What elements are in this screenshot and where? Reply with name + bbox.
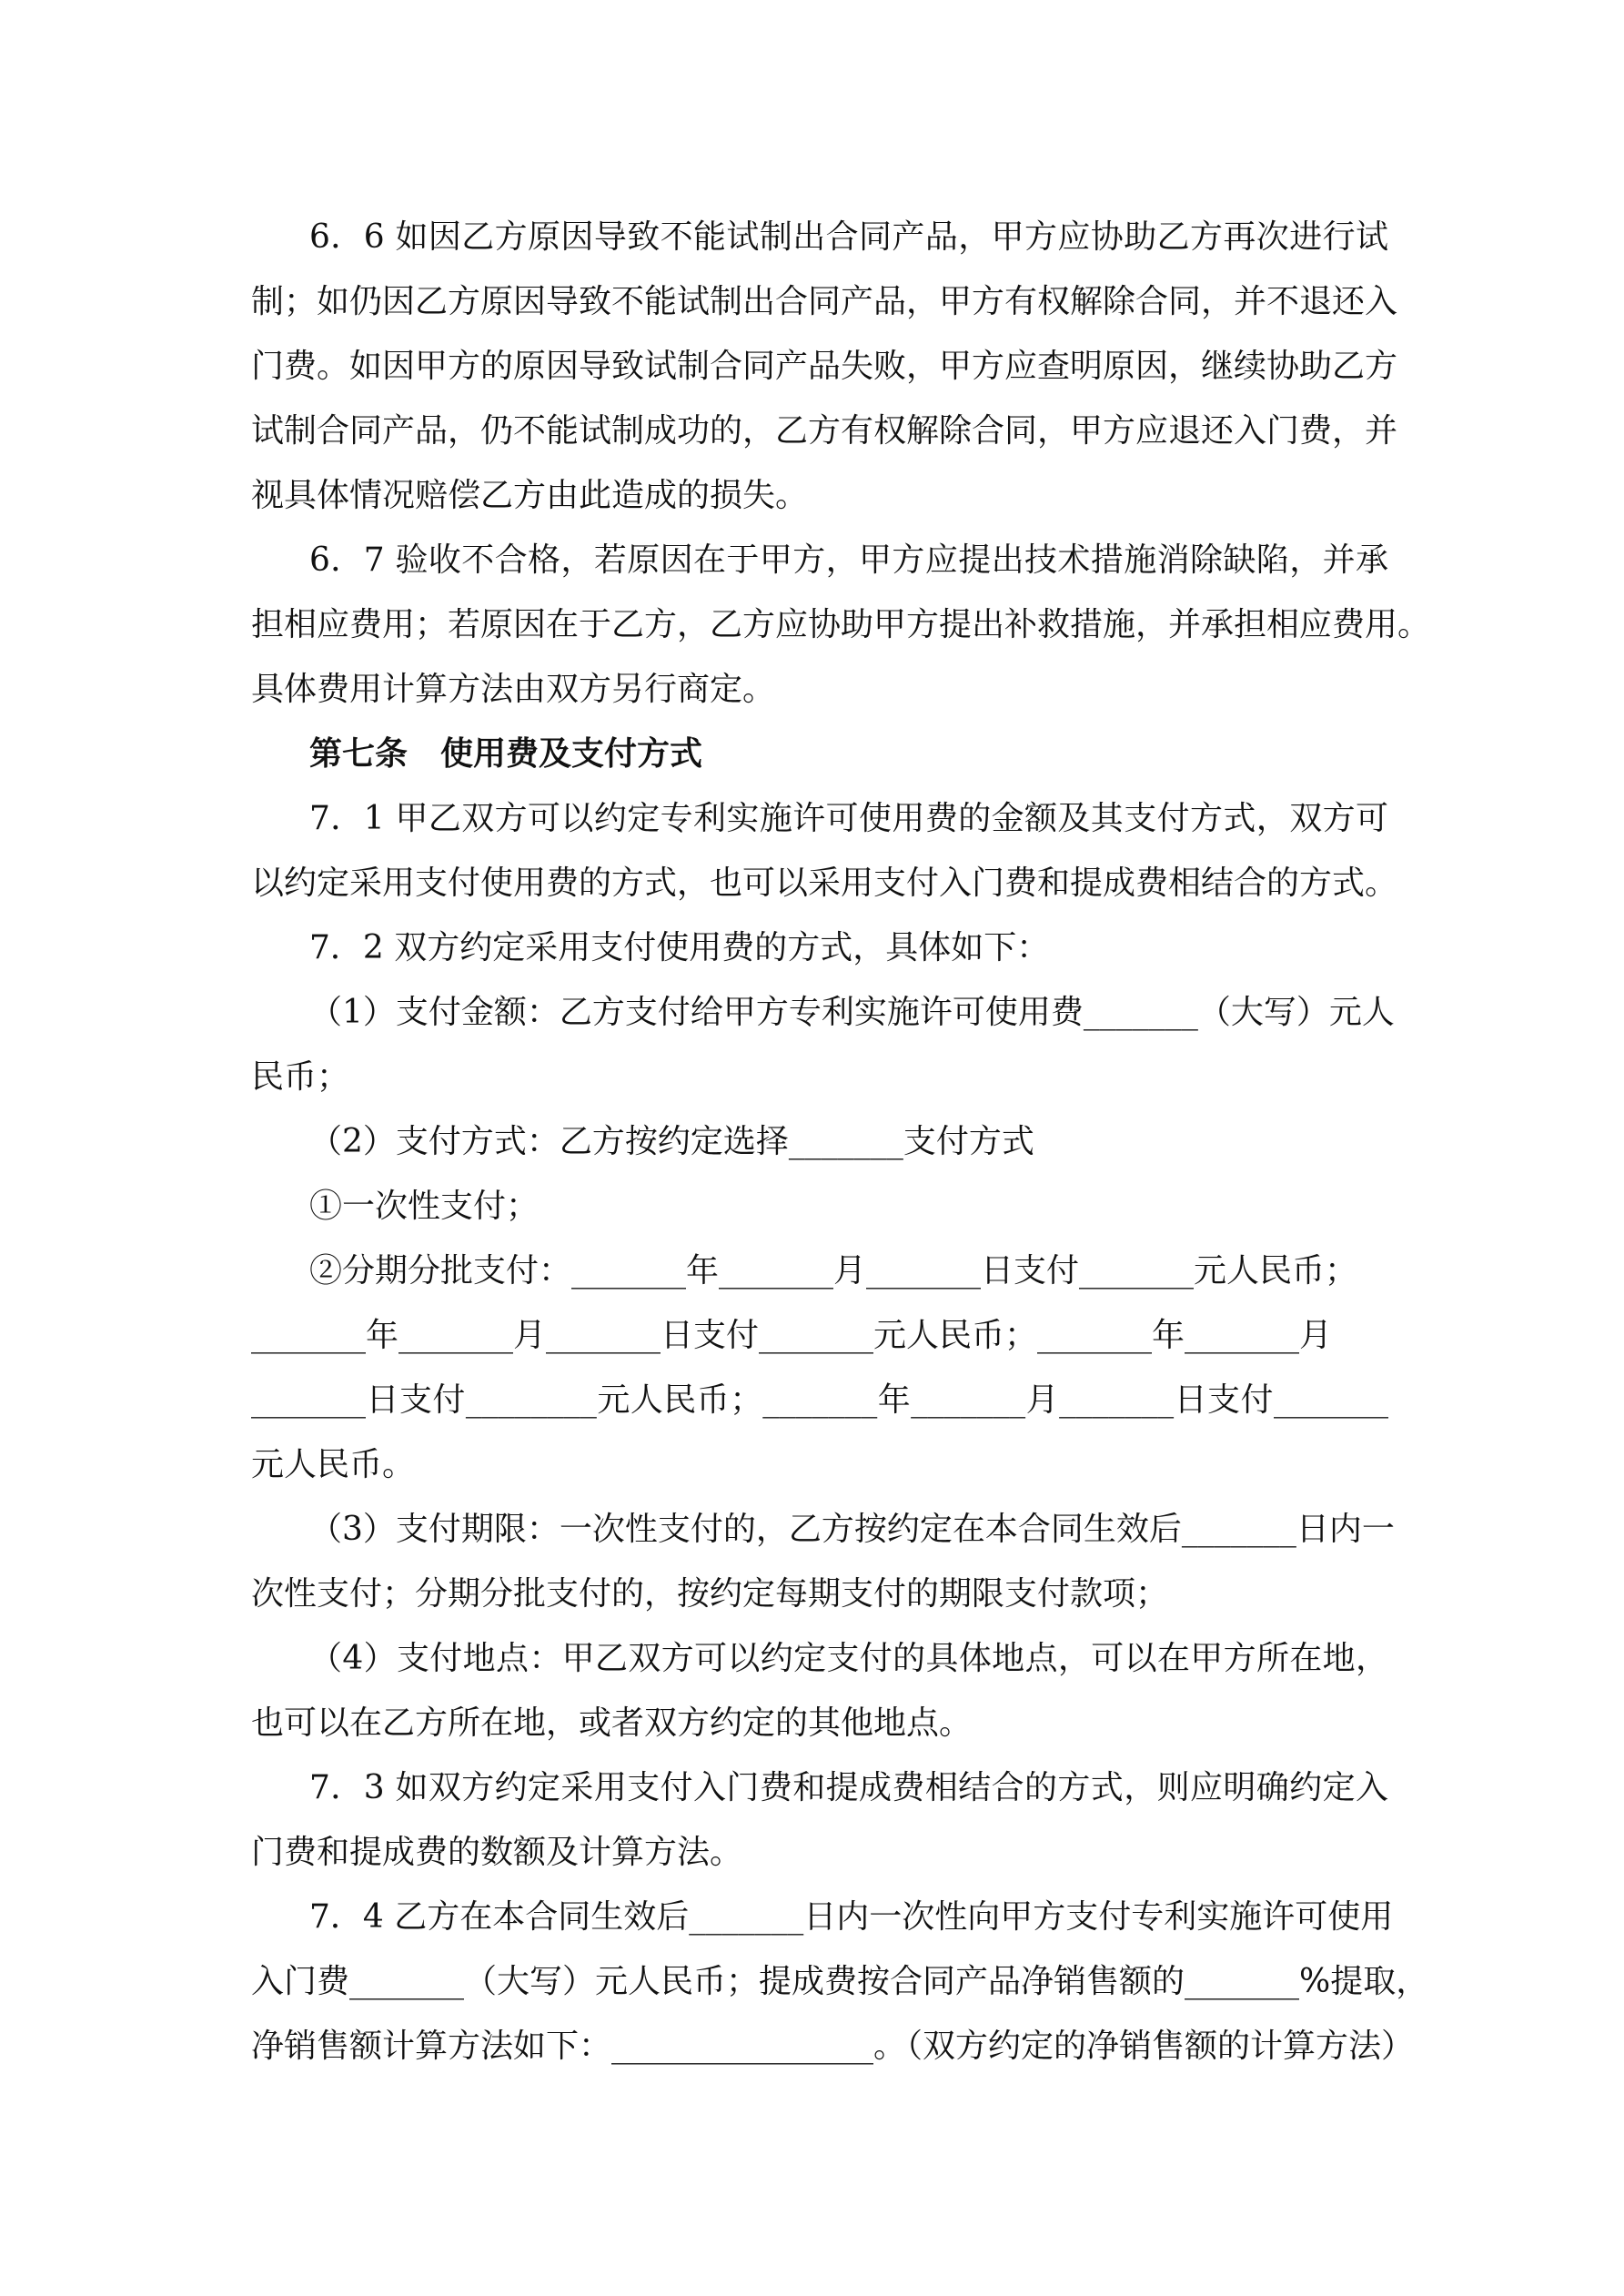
text-line: 门费和提成费的数额及计算方法。 [251,1834,743,1871]
option-lump-sum [251,1174,1388,1239]
text-line: 7．4 乙方在本合同生效后_______日内一次性向甲方支付专利实施许可使用 [309,1898,1394,1936]
text-line: 元人民币。 [251,1446,416,1483]
clause-6-7 [251,528,1431,722]
text-line: （2）支付方式：乙方按约定选择_______支付方式 [309,1123,1034,1160]
text-line: 门费。如因甲方的原因导致试制合同产品失败，甲方应查明原因，继续协助乙方 [251,348,1398,385]
clause-7-1 [251,786,1398,915]
document-page [251,205,1431,2079]
text-line: 6．6 如因乙方原因导致不能试制出合同产品，甲方应协助乙方再次进行试 [309,218,1388,256]
text-line: （4）支付地点：甲乙双方可以约定支付的具体地点，可以在甲方所在地， [309,1640,1388,1677]
text-line: （1）支付金额：乙方支付给甲方专利实施许可使用费_______（大写）元人 [309,994,1395,1031]
clause-7-2 [251,915,1388,980]
text-line: 净销售额计算方法如下：________________。（双方约定的净销售额的计算方法） [251,2028,1415,2065]
text-line: 6．7 验收不合格，若原因在于甲方，甲方应提出技术措施消除缺陷，并承 [309,541,1388,579]
clause-7-3 [251,1755,1388,1885]
article-7-heading [251,722,1388,786]
text-line: _______年_______月_______日支付_______元人民币；_______年_______月 [251,1317,1333,1354]
text-line: 试制合同产品，仍不能试制成功的，乙方有权解除合同，甲方应退还入门费，并 [251,412,1398,450]
text-line: 具体费用计算方法由双方另行商定。 [251,671,776,708]
item-4-place [251,1626,1388,1755]
text-line: _______日支付________元人民币；_______年_______月_______日支付_______ [251,1381,1388,1419]
clause-7-4 [251,1885,1429,2079]
text-line: 7．2 双方约定采用支付使用费的方式，具体如下： [309,929,1050,966]
text-line: 民币； [251,1058,350,1096]
text-line: ①一次性支付； [309,1188,540,1225]
text-line: 7．1 甲乙双方可以约定专利实施许可使用费的金额及其支付方式，双方可 [309,800,1388,837]
clause-6-6 [251,205,1398,528]
text-line: 视具体情况赔偿乙方由此造成的损失。 [251,477,809,514]
text-line: 也可以在乙方所在地，或者双方约定的其他地点。 [251,1704,973,1742]
text-line: 担相应费用；若原因在于乙方，乙方应协助甲方提出补救措施，并承担相应费用。 [251,606,1431,643]
text-line: 次性支付；分期分批支付的，按约定每期支付的期限支付款项； [251,1575,1169,1613]
text-line: 制；如仍因乙方原因导致不能试制出合同产品，甲方有权解除合同，并不退还入 [251,283,1398,320]
text-line: 7．3 如双方约定采用支付入门费和提成费相结合的方式，则应明确约定入 [309,1769,1388,1806]
text-line: 入门费_______（大写）元人民币；提成费按合同产品净销售额的_______%提取， [251,1963,1429,2000]
option-installments [251,1239,1388,1497]
item-3-term [251,1497,1395,1626]
section-heading: 第七条 使用费及支付方式 [309,734,703,773]
text-line: 以约定采用支付使用费的方式，也可以采用支付入门费和提成费相结合的方式。 [251,865,1398,902]
text-line: （3）支付期限：一次性支付的，乙方按约定在本合同生效后_______日内一 [309,1511,1395,1548]
item-1-amount [251,980,1395,1109]
text-line: ②分期分批支付：_______年_______月_______日支付_______元人民币； [309,1252,1358,1290]
item-2-method [251,1109,1388,1174]
